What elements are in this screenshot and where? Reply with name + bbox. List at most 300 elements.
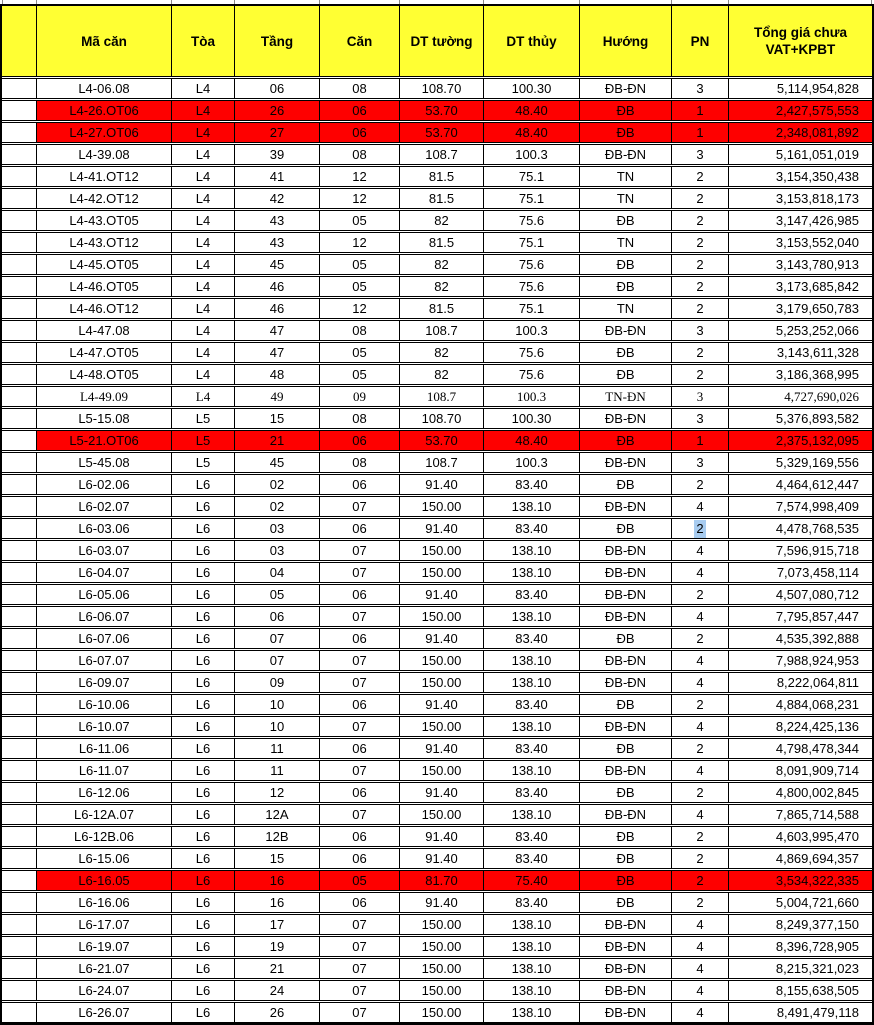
cell-ma-can[interactable]: L6-07.07 (37, 651, 172, 670)
cell-pn[interactable]: 3 (672, 409, 729, 428)
cell-dt-thuy[interactable]: 75.1 (484, 189, 580, 208)
cell-dt-tuong[interactable]: 82 (400, 277, 484, 296)
cell-row-marker[interactable] (2, 893, 37, 912)
cell-dt-tuong[interactable]: 82 (400, 365, 484, 384)
cell-ma-can[interactable]: L6-03.07 (37, 541, 172, 560)
cell-row-marker[interactable] (2, 1003, 37, 1022)
cell-gia[interactable]: 7,596,915,718 (775, 542, 859, 558)
cell-gia[interactable]: 3,143,780,913 (775, 256, 859, 272)
cell-dt-tuong[interactable]: 81.5 (400, 189, 484, 208)
cell-gia[interactable]: 4,800,002,845 (775, 784, 859, 800)
cell-dt-thuy[interactable]: 83.40 (484, 893, 580, 912)
cell-gia[interactable]: 8,222,064,811 (776, 674, 859, 690)
cell-tang[interactable]: 02 (235, 497, 320, 516)
cell-can[interactable]: 07 (320, 651, 400, 670)
cell-dt-thuy[interactable]: 100.3 (484, 387, 580, 406)
cell-gia[interactable]: 4,507,080,712 (775, 586, 859, 602)
cell-dt-thuy[interactable]: 83.40 (484, 475, 580, 494)
cell-gia[interactable]: 3,173,685,842 (775, 278, 859, 294)
cell-pn[interactable]: 2 (672, 629, 729, 648)
cell-ma-can[interactable]: L5-15.08 (37, 409, 172, 428)
cell-gia[interactable]: 4,869,694,357 (775, 850, 859, 866)
cell-ma-can[interactable]: L4-49.09 (37, 387, 172, 406)
cell-huong[interactable]: ĐB (580, 277, 672, 296)
cell-tang[interactable]: 45 (235, 453, 320, 472)
cell-toa[interactable]: L4 (172, 167, 235, 186)
cell-huong[interactable]: ĐB-ĐN (580, 607, 672, 626)
cell-dt-thuy[interactable]: 138.10 (484, 915, 580, 934)
cell-gia[interactable]: 4,884,068,231 (775, 696, 859, 712)
cell-dt-tuong[interactable]: 108.7 (400, 145, 484, 164)
cell-gia[interactable]: 4,727,690,026 (784, 388, 859, 404)
cell-toa[interactable]: L6 (172, 673, 235, 692)
cell-pn[interactable]: 2 (672, 343, 729, 362)
cell-row-marker[interactable] (2, 167, 37, 186)
cell-tang[interactable]: 19 (235, 937, 320, 956)
cell-ma-can[interactable]: L4-47.OT05 (37, 343, 172, 362)
cell-dt-tuong[interactable]: 91.40 (400, 629, 484, 648)
cell-tang[interactable]: 47 (235, 321, 320, 340)
cell-ma-can[interactable]: L6-21.07 (37, 959, 172, 978)
cell-can[interactable]: 06 (320, 123, 400, 142)
cell-can[interactable]: 09 (320, 387, 400, 406)
cell-dt-tuong[interactable]: 150.00 (400, 563, 484, 582)
cell-row-marker[interactable] (2, 651, 37, 670)
cell-pn[interactable]: 4 (672, 937, 729, 956)
cell-huong[interactable]: ĐB (580, 101, 672, 120)
cell-gia[interactable]: 4,535,392,888 (775, 630, 859, 646)
cell-gia[interactable]: 5,114,954,828 (776, 80, 859, 96)
cell-ma-can[interactable]: L6-05.06 (37, 585, 172, 604)
cell-huong[interactable]: ĐB (580, 255, 672, 274)
cell-row-marker[interactable] (2, 915, 37, 934)
cell-row-marker[interactable] (2, 321, 37, 340)
cell-dt-thuy[interactable]: 138.10 (484, 651, 580, 670)
cell-huong[interactable]: ĐB-ĐN (580, 805, 672, 824)
cell-tang[interactable]: 15 (235, 849, 320, 868)
cell-pn[interactable]: 4 (672, 541, 729, 560)
cell-tang[interactable]: 12 (235, 783, 320, 802)
cell-dt-tuong[interactable]: 150.00 (400, 651, 484, 670)
cell-huong[interactable]: ĐB (580, 629, 672, 648)
cell-dt-tuong[interactable]: 150.00 (400, 497, 484, 516)
cell-ma-can[interactable]: L6-15.06 (37, 849, 172, 868)
cell-dt-tuong[interactable]: 91.40 (400, 893, 484, 912)
cell-gia[interactable]: 7,574,998,409 (775, 498, 859, 514)
cell-dt-thuy[interactable]: 75.6 (484, 255, 580, 274)
cell-can[interactable]: 07 (320, 981, 400, 1000)
cell-dt-thuy[interactable]: 138.10 (484, 673, 580, 692)
cell-pn[interactable]: 4 (672, 651, 729, 670)
cell-can[interactable]: 06 (320, 849, 400, 868)
cell-tang[interactable]: 39 (235, 145, 320, 164)
cell-huong[interactable]: ĐB-ĐN (580, 497, 672, 516)
cell-toa[interactable]: L4 (172, 277, 235, 296)
cell-ma-can[interactable]: L6-10.06 (37, 695, 172, 714)
cell-toa[interactable]: L6 (172, 1003, 235, 1022)
cell-dt-tuong[interactable]: 91.40 (400, 519, 484, 538)
cell-pn[interactable]: 4 (672, 563, 729, 582)
cell-pn[interactable]: 3 (672, 321, 729, 340)
cell-tang[interactable]: 10 (235, 717, 320, 736)
cell-toa[interactable]: L6 (172, 629, 235, 648)
cell-dt-tuong[interactable]: 150.00 (400, 673, 484, 692)
cell-can[interactable]: 05 (320, 277, 400, 296)
cell-pn[interactable]: 2 (672, 189, 729, 208)
cell-can[interactable]: 05 (320, 365, 400, 384)
cell-row-marker[interactable] (2, 255, 37, 274)
cell-huong[interactable]: ĐB-ĐN (580, 651, 672, 670)
cell-huong[interactable]: TN (580, 233, 672, 252)
cell-tang[interactable]: 43 (235, 211, 320, 230)
cell-can[interactable]: 06 (320, 585, 400, 604)
cell-tang[interactable]: 49 (235, 387, 320, 406)
cell-dt-thuy[interactable]: 75.6 (484, 343, 580, 362)
cell-pn[interactable]: 2 (672, 299, 729, 318)
cell-ma-can[interactable]: L6-02.06 (37, 475, 172, 494)
cell-can[interactable]: 07 (320, 915, 400, 934)
cell-gia[interactable]: 4,798,478,344 (775, 740, 859, 756)
cell-tang[interactable]: 43 (235, 233, 320, 252)
cell-toa[interactable]: L6 (172, 607, 235, 626)
cell-row-marker[interactable] (2, 475, 37, 494)
cell-pn[interactable]: 4 (672, 673, 729, 692)
cell-huong[interactable]: ĐB (580, 695, 672, 714)
cell-row-marker[interactable] (2, 299, 37, 318)
cell-gia[interactable]: 8,091,909,714 (775, 762, 859, 778)
cell-dt-tuong[interactable]: 150.00 (400, 915, 484, 934)
cell-can[interactable]: 07 (320, 761, 400, 780)
cell-dt-tuong[interactable]: 81.5 (400, 233, 484, 252)
cell-dt-tuong[interactable]: 150.00 (400, 805, 484, 824)
cell-dt-tuong[interactable]: 150.00 (400, 541, 484, 560)
cell-gia[interactable]: 5,329,169,556 (775, 454, 859, 470)
cell-gia[interactable]: 8,249,377,150 (775, 916, 859, 932)
cell-dt-thuy[interactable]: 75.1 (484, 299, 580, 318)
cell-row-marker[interactable] (2, 783, 37, 802)
cell-pn[interactable]: 2 (672, 277, 729, 296)
cell-dt-tuong[interactable]: 108.7 (400, 387, 484, 406)
cell-huong[interactable]: ĐB-ĐN (580, 959, 672, 978)
cell-gia[interactable]: 4,464,612,447 (775, 476, 859, 492)
cell-tang[interactable]: 07 (235, 629, 320, 648)
cell-toa[interactable]: L4 (172, 123, 235, 142)
cell-ma-can[interactable]: L5-21.OT06 (37, 431, 172, 450)
cell-gia[interactable]: 3,143,611,328 (776, 344, 859, 360)
cell-ma-can[interactable]: L6-26.07 (37, 1003, 172, 1022)
cell-row-marker[interactable] (2, 849, 37, 868)
cell-huong[interactable]: ĐB (580, 519, 672, 538)
cell-pn[interactable]: 2 (672, 827, 729, 846)
cell-toa[interactable]: L6 (172, 519, 235, 538)
cell-gia[interactable]: 2,427,575,553 (775, 102, 859, 118)
cell-gia[interactable]: 3,534,322,335 (775, 872, 859, 888)
cell-dt-thuy[interactable]: 75.40 (484, 871, 580, 890)
cell-tang[interactable]: 45 (235, 255, 320, 274)
cell-dt-thuy[interactable]: 83.40 (484, 827, 580, 846)
cell-can[interactable]: 07 (320, 607, 400, 626)
cell-toa[interactable]: L6 (172, 893, 235, 912)
cell-dt-thuy[interactable]: 75.6 (484, 211, 580, 230)
cell-huong[interactable]: TN (580, 167, 672, 186)
cell-row-marker[interactable] (2, 871, 37, 890)
cell-ma-can[interactable]: L6-04.07 (37, 563, 172, 582)
cell-gia[interactable]: 7,988,924,953 (775, 652, 859, 668)
cell-ma-can[interactable]: L6-11.07 (37, 761, 172, 780)
cell-dt-tuong[interactable]: 91.40 (400, 475, 484, 494)
cell-tang[interactable]: 26 (235, 1003, 320, 1022)
cell-ma-can[interactable]: L4-27.OT06 (37, 123, 172, 142)
cell-pn[interactable]: 4 (672, 915, 729, 934)
cell-dt-thuy[interactable]: 48.40 (484, 431, 580, 450)
cell-can[interactable]: 06 (320, 629, 400, 648)
cell-row-marker[interactable] (2, 761, 37, 780)
cell-tang[interactable]: 46 (235, 299, 320, 318)
cell-toa[interactable]: L4 (172, 189, 235, 208)
cell-can[interactable]: 12 (320, 167, 400, 186)
cell-can[interactable]: 07 (320, 541, 400, 560)
cell-dt-tuong[interactable]: 150.00 (400, 761, 484, 780)
cell-can[interactable]: 06 (320, 695, 400, 714)
cell-dt-tuong[interactable]: 53.70 (400, 101, 484, 120)
cell-huong[interactable]: TN (580, 299, 672, 318)
cell-pn[interactable]: 4 (672, 761, 729, 780)
cell-row-marker[interactable] (2, 959, 37, 978)
cell-huong[interactable]: ĐB-ĐN (580, 1003, 672, 1022)
cell-dt-tuong[interactable]: 108.70 (400, 79, 484, 98)
cell-row-marker[interactable] (2, 739, 37, 758)
cell-huong[interactable]: ĐB (580, 365, 672, 384)
cell-toa[interactable]: L6 (172, 871, 235, 890)
cell-dt-thuy[interactable]: 83.40 (484, 519, 580, 538)
cell-toa[interactable]: L6 (172, 497, 235, 516)
cell-tang[interactable]: 07 (235, 651, 320, 670)
cell-dt-tuong[interactable]: 150.00 (400, 981, 484, 1000)
cell-row-marker[interactable] (2, 387, 37, 406)
cell-row-marker[interactable] (2, 431, 37, 450)
cell-can[interactable]: 07 (320, 497, 400, 516)
cell-gia[interactable]: 7,795,857,447 (775, 608, 859, 624)
cell-toa[interactable]: L6 (172, 585, 235, 604)
cell-gia[interactable]: 7,073,458,114 (776, 564, 859, 580)
cell-can[interactable]: 07 (320, 959, 400, 978)
cell-pn[interactable]: 4 (672, 497, 729, 516)
cell-can[interactable]: 08 (320, 79, 400, 98)
cell-dt-thuy[interactable]: 100.3 (484, 145, 580, 164)
cell-huong[interactable]: ĐB-ĐN (580, 321, 672, 340)
cell-tang[interactable]: 05 (235, 585, 320, 604)
cell-huong[interactable]: ĐB-ĐN (580, 563, 672, 582)
cell-pn[interactable]: 4 (672, 981, 729, 1000)
cell-can[interactable]: 06 (320, 475, 400, 494)
cell-huong[interactable]: ĐB (580, 211, 672, 230)
cell-toa[interactable]: L4 (172, 233, 235, 252)
cell-toa[interactable]: L6 (172, 739, 235, 758)
cell-row-marker[interactable] (2, 937, 37, 956)
cell-dt-thuy[interactable]: 48.40 (484, 101, 580, 120)
cell-huong[interactable]: TN (580, 189, 672, 208)
cell-can[interactable]: 08 (320, 453, 400, 472)
cell-pn[interactable]: 2 (672, 739, 729, 758)
cell-row-marker[interactable] (2, 343, 37, 362)
cell-row-marker[interactable] (2, 277, 37, 296)
cell-huong[interactable]: ĐB (580, 827, 672, 846)
cell-dt-tuong[interactable]: 81.5 (400, 167, 484, 186)
cell-gia[interactable]: 5,376,893,582 (775, 410, 859, 426)
cell-can[interactable]: 06 (320, 827, 400, 846)
cell-huong[interactable]: ĐB-ĐN (580, 937, 672, 956)
cell-gia[interactable]: 7,865,714,588 (775, 806, 859, 822)
cell-huong[interactable]: ĐB (580, 475, 672, 494)
cell-dt-thuy[interactable]: 75.6 (484, 365, 580, 384)
cell-pn[interactable]: 3 (672, 79, 729, 98)
cell-ma-can[interactable]: L6-03.06 (37, 519, 172, 538)
cell-pn[interactable]: 1 (672, 123, 729, 142)
cell-pn[interactable] (672, 519, 729, 538)
cell-row-marker[interactable] (2, 79, 37, 98)
cell-can[interactable]: 12 (320, 233, 400, 252)
cell-toa[interactable]: L6 (172, 783, 235, 802)
cell-dt-thuy[interactable]: 138.10 (484, 805, 580, 824)
cell-can[interactable]: 05 (320, 211, 400, 230)
cell-can[interactable]: 06 (320, 519, 400, 538)
cell-huong[interactable]: ĐB-ĐN (580, 915, 672, 934)
cell-ma-can[interactable]: L6-24.07 (37, 981, 172, 1000)
cell-row-marker[interactable] (2, 717, 37, 736)
cell-huong[interactable]: ĐB-ĐN (580, 761, 672, 780)
cell-toa[interactable]: L5 (172, 431, 235, 450)
cell-dt-thuy[interactable]: 138.10 (484, 717, 580, 736)
cell-ma-can[interactable]: L6-10.07 (37, 717, 172, 736)
cell-can[interactable]: 07 (320, 937, 400, 956)
cell-dt-tuong[interactable]: 108.7 (400, 453, 484, 472)
cell-row-marker[interactable] (2, 563, 37, 582)
cell-huong[interactable]: ĐB-ĐN (580, 981, 672, 1000)
cell-row-marker[interactable] (2, 827, 37, 846)
cell-gia[interactable]: 5,161,051,019 (775, 146, 859, 162)
cell-toa[interactable]: L6 (172, 805, 235, 824)
cell-can[interactable]: 06 (320, 893, 400, 912)
cell-toa[interactable]: L6 (172, 695, 235, 714)
cell-ma-can[interactable]: L6-09.07 (37, 673, 172, 692)
cell-dt-tuong[interactable]: 150.00 (400, 959, 484, 978)
cell-can[interactable]: 12 (320, 299, 400, 318)
cell-pn[interactable]: 2 (672, 585, 729, 604)
cell-tang[interactable]: 48 (235, 365, 320, 384)
cell-huong[interactable]: ĐB-ĐN (580, 585, 672, 604)
cell-pn[interactable]: 2 (672, 871, 729, 890)
cell-toa[interactable]: L6 (172, 849, 235, 868)
cell-tang[interactable]: 10 (235, 695, 320, 714)
cell-tang[interactable]: 16 (235, 893, 320, 912)
cell-dt-tuong[interactable]: 82 (400, 255, 484, 274)
cell-toa[interactable]: L6 (172, 959, 235, 978)
cell-tang[interactable]: 42 (235, 189, 320, 208)
cell-can[interactable]: 08 (320, 145, 400, 164)
cell-pn[interactable]: 2 (672, 783, 729, 802)
cell-can[interactable]: 06 (320, 783, 400, 802)
cell-row-marker[interactable] (2, 585, 37, 604)
cell-ma-can[interactable]: L4-48.OT05 (37, 365, 172, 384)
cell-gia[interactable]: 3,154,350,438 (775, 168, 859, 184)
cell-toa[interactable]: L4 (172, 321, 235, 340)
cell-dt-thuy[interactable]: 100.30 (484, 409, 580, 428)
cell-toa[interactable]: L4 (172, 101, 235, 120)
cell-tang[interactable]: 46 (235, 277, 320, 296)
cell-gia[interactable]: 3,147,426,985 (775, 212, 859, 228)
cell-dt-thuy[interactable]: 138.10 (484, 981, 580, 1000)
cell-row-marker[interactable] (2, 607, 37, 626)
cell-toa[interactable]: L6 (172, 915, 235, 934)
cell-pn[interactable]: 2 (672, 849, 729, 868)
cell-pn[interactable]: 2 (672, 893, 729, 912)
cell-gia[interactable]: 8,215,321,023 (775, 960, 859, 976)
cell-dt-thuy[interactable]: 138.10 (484, 1003, 580, 1022)
cell-toa[interactable]: L4 (172, 387, 235, 406)
cell-row-marker[interactable] (2, 123, 37, 142)
cell-dt-tuong[interactable]: 91.40 (400, 827, 484, 846)
cell-row-marker[interactable] (2, 497, 37, 516)
cell-tang[interactable]: 12B (235, 827, 320, 846)
cell-can[interactable]: 07 (320, 717, 400, 736)
cell-row-marker[interactable] (2, 233, 37, 252)
cell-ma-can[interactable]: L6-07.06 (37, 629, 172, 648)
cell-toa[interactable]: L4 (172, 343, 235, 362)
cell-tang[interactable]: 41 (235, 167, 320, 186)
cell-toa[interactable]: L6 (172, 827, 235, 846)
cell-dt-tuong[interactable]: 91.40 (400, 739, 484, 758)
cell-toa[interactable]: L4 (172, 79, 235, 98)
cell-pn[interactable]: 4 (672, 1003, 729, 1022)
cell-toa[interactable]: L6 (172, 651, 235, 670)
cell-pn[interactable]: 4 (672, 805, 729, 824)
cell-dt-thuy[interactable]: 48.40 (484, 123, 580, 142)
cell-ma-can[interactable]: L4-06.08 (37, 79, 172, 98)
cell-gia[interactable]: 2,348,081,892 (775, 124, 859, 140)
cell-dt-thuy[interactable]: 83.40 (484, 739, 580, 758)
cell-dt-tuong[interactable]: 108.70 (400, 409, 484, 428)
cell-pn[interactable]: 1 (672, 431, 729, 450)
cell-ma-can[interactable]: L6-12A.07 (37, 805, 172, 824)
cell-gia[interactable]: 2,375,132,095 (775, 432, 859, 448)
cell-row-marker[interactable] (2, 101, 37, 120)
cell-dt-tuong[interactable]: 150.00 (400, 717, 484, 736)
cell-huong[interactable]: ĐB-ĐN (580, 453, 672, 472)
cell-ma-can[interactable]: L6-16.06 (37, 893, 172, 912)
cell-tang[interactable]: 11 (235, 761, 320, 780)
cell-can[interactable]: 06 (320, 101, 400, 120)
cell-gia[interactable]: 5,253,252,066 (775, 322, 859, 338)
cell-pn[interactable]: 4 (672, 959, 729, 978)
cell-ma-can[interactable]: L6-02.07 (37, 497, 172, 516)
cell-ma-can[interactable]: L4-26.OT06 (37, 101, 172, 120)
cell-row-marker[interactable] (2, 211, 37, 230)
cell-huong[interactable]: ĐB (580, 893, 672, 912)
cell-can[interactable]: 05 (320, 871, 400, 890)
cell-tang[interactable]: 21 (235, 431, 320, 450)
cell-dt-thuy[interactable]: 138.10 (484, 607, 580, 626)
cell-row-marker[interactable] (2, 453, 37, 472)
cell-dt-tuong[interactable]: 91.40 (400, 849, 484, 868)
cell-row-marker[interactable] (2, 145, 37, 164)
cell-row-marker[interactable] (2, 409, 37, 428)
cell-dt-tuong[interactable]: 91.40 (400, 585, 484, 604)
cell-toa[interactable]: L6 (172, 475, 235, 494)
cell-tang[interactable]: 12A (235, 805, 320, 824)
cell-can[interactable]: 06 (320, 739, 400, 758)
cell-huong[interactable]: ĐB-ĐN (580, 673, 672, 692)
cell-tang[interactable]: 02 (235, 475, 320, 494)
